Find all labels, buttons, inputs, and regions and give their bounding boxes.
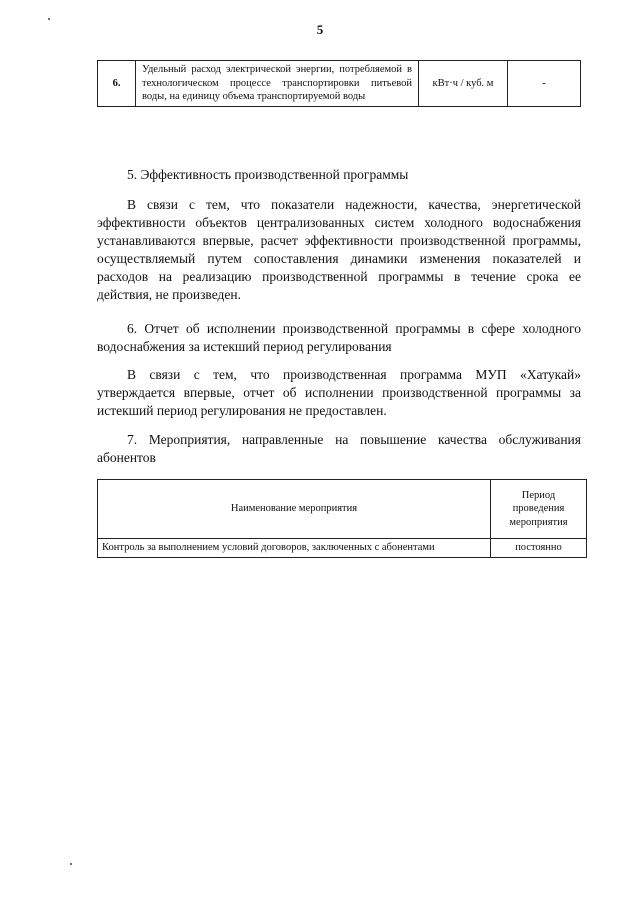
section-5-text: В связи с тем, что показатели надежности, качества, энергетической эффективности объектов централизованных систем холодного водоснабжения устанавливаются впервые, расчет эффективности производственной программы, осуществляемый путем сопоставления динамики изменения показателей и расходов на реализацию производственной программы в течение срока ее действия, не произведен. [97, 197, 581, 302]
table-row [98, 61, 581, 107]
column-header-period: Период проведения мероприятия [491, 480, 587, 539]
column-header-measure: Наименование мероприятия [98, 480, 491, 539]
measures-table [97, 479, 587, 558]
indicator-name: Удельный расход электрической энергии, потребляемой в технологическом процессе транспортировки питьевой воды, на единицу объема транспортируемой воды [136, 61, 419, 107]
table-header-row [98, 480, 587, 539]
page-number: 5 [316, 22, 324, 37]
measure-period: постоянно [491, 539, 587, 558]
indicator-value: - [508, 61, 581, 107]
table-row [98, 539, 587, 558]
section-6-heading: 6. Отчет об исполнении производственной программы в сфере холодного водоснабжения за истекший период регулирования [97, 321, 581, 354]
scan-dot [48, 18, 50, 20]
row-number: 6. [98, 61, 136, 107]
scan-dot [70, 863, 72, 865]
section-5-heading: 5. Эффективность производственной программы [127, 167, 409, 182]
section-7-heading: 7. Мероприятия, направленные на повышение качества обслуживания абонентов [97, 432, 581, 465]
indicator-unit: кВт·ч / куб. м [419, 61, 508, 107]
indicators-table-fragment [97, 60, 581, 107]
section-6-text: В связи с тем, что производственная программа МУП «Хатукай» утверждается впервые, отчет об исполнении производственной программы за истекший период регулирования не предоставлен. [97, 367, 581, 418]
measure-name: Контроль за выполнением условий договоров, заключенных с абонентами [98, 539, 491, 558]
